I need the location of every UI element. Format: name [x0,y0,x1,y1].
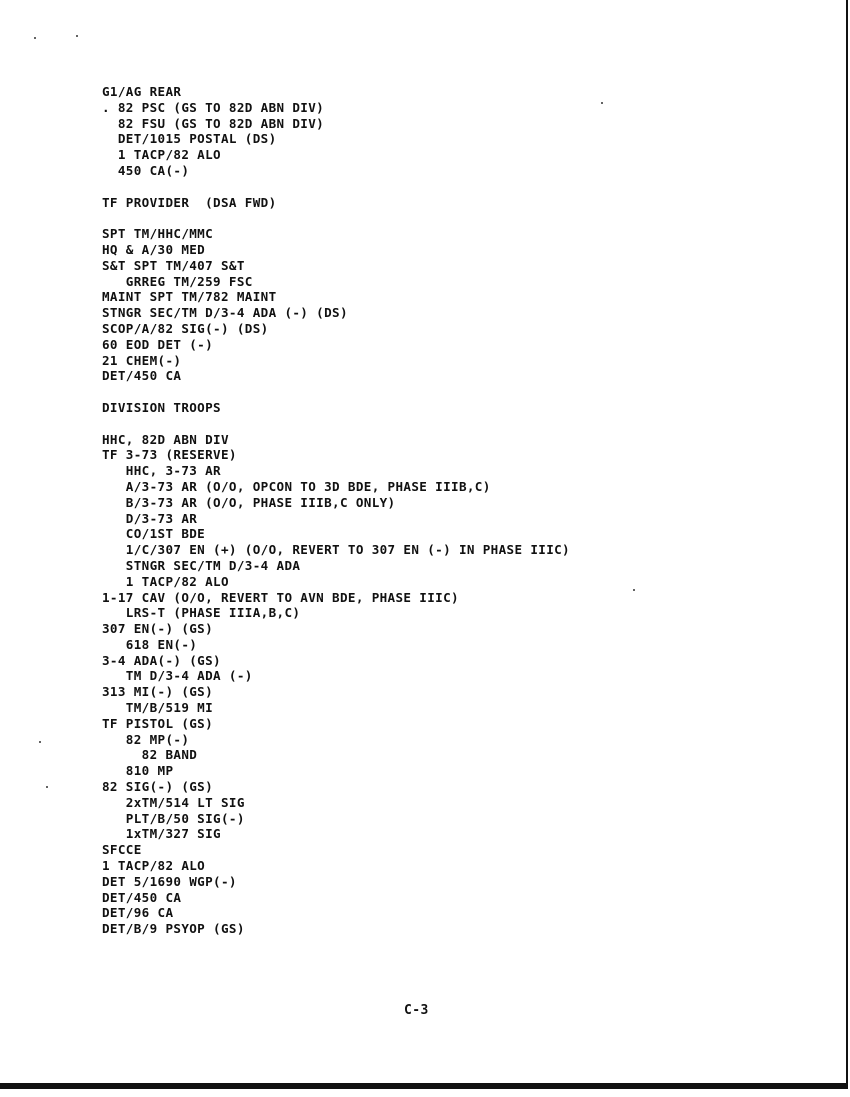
text-line: A/3-73 AR (O/O, OPCON TO 3D BDE, PHASE IIIB,C) [102,478,491,494]
text-line: LRS-T (PHASE IIIA,B,C) [102,605,301,621]
text-line: TM D/3-4 ADA (-) [102,668,253,684]
scan-speck [76,35,78,37]
text-line: DET/450 CA [102,889,182,905]
text-line: DET/1015 POSTAL (DS) [102,131,277,147]
text-line: 1 TACP/82 ALO [102,573,229,589]
text-line: DET/B/9 PSYOP (GS) [102,921,245,937]
text-line: S&T SPT TM/407 S&T [102,257,245,273]
text-line: DET/96 CA [102,905,174,921]
page-edge-rule [846,0,848,1086]
text-line: 3-4 ADA(-) (GS) [102,652,221,668]
text-line: PLT/B/50 SIG(-) [102,810,245,826]
text-line: DIVISION TROOPS [102,399,221,415]
text-line: DET 5/1690 WGP(-) [102,873,237,889]
text-line: GRREG TM/259 FSC [102,273,253,289]
blank-line [102,179,832,195]
text-line: 82 BAND [102,747,198,763]
text-line: 21 CHEM(-) [102,352,182,368]
text-line: 1xTM/327 SIG [102,826,221,842]
text-line: TF 3-73 (RESERVE) [102,447,237,463]
text-line: 1/C/307 EN (+) (O/O, REVERT TO 307 EN (-) IN PHASE IIIC) [102,542,570,558]
text-line: 82 SIG(-) (GS) [102,779,214,795]
text-line: SPT TM/HHC/MMC [102,226,214,242]
text-line: TM/B/519 MI [102,700,214,716]
blank-line [102,416,832,432]
text-line: 82 MP(-) [102,731,190,747]
text-line: 810 MP [102,763,174,779]
text-line: 307 EN(-) (GS) [102,621,214,637]
text-line: 1 TACP/82 ALO [102,858,206,874]
text-line: HHC, 82D ABN DIV [102,431,229,447]
text-line: TF PROVIDER (DSA FWD) [102,194,277,210]
scan-speck [46,786,48,788]
text-body [102,84,832,937]
blank-line [102,384,832,400]
text-line: 82 FSU (GS TO 82D ABN DIV) [102,115,325,131]
scan-speck [39,741,41,743]
text-line: HQ & A/30 MED [102,241,206,257]
text-line: CO/1ST BDE [102,526,206,542]
text-line: 1 TACP/82 ALO [102,147,221,163]
scan-speck [34,37,36,39]
text-line: STNGR SEC/TM D/3-4 ADA (-) (DS) [102,305,348,321]
text-line: 60 EOD DET (-) [102,336,214,352]
text-line: 618 EN(-) [102,636,198,652]
text-line: . 82 PSC (GS TO 82D ABN DIV) [102,99,325,115]
text-line: 1-17 CAV (O/O, REVERT TO AVN BDE, PHASE IIIC) [102,589,459,605]
text-line: G1/AG REAR [102,84,182,99]
text-line: STNGR SEC/TM D/3-4 ADA [102,557,301,573]
text-line: HHC, 3-73 AR [102,463,221,479]
text-line: MAINT SPT TM/782 MAINT [102,289,277,305]
text-line: 450 CA(-) [102,162,190,178]
text-line: TF PISTOL (GS) [102,715,214,731]
text-line: SFCCE [102,842,142,858]
page-bottom-rule [0,1083,848,1089]
text-line: DET/450 CA [102,368,182,384]
text-line: 2xTM/514 LT SIG [102,794,245,810]
page-number: C-3 [404,1003,429,1018]
text-line: B/3-73 AR (O/O, PHASE IIIB,C ONLY) [102,494,396,510]
blank-line [102,210,832,226]
text-line: D/3-73 AR [102,510,198,526]
text-line: 313 MI(-) (GS) [102,684,214,700]
text-line: SCOP/A/82 SIG(-) (DS) [102,320,269,336]
